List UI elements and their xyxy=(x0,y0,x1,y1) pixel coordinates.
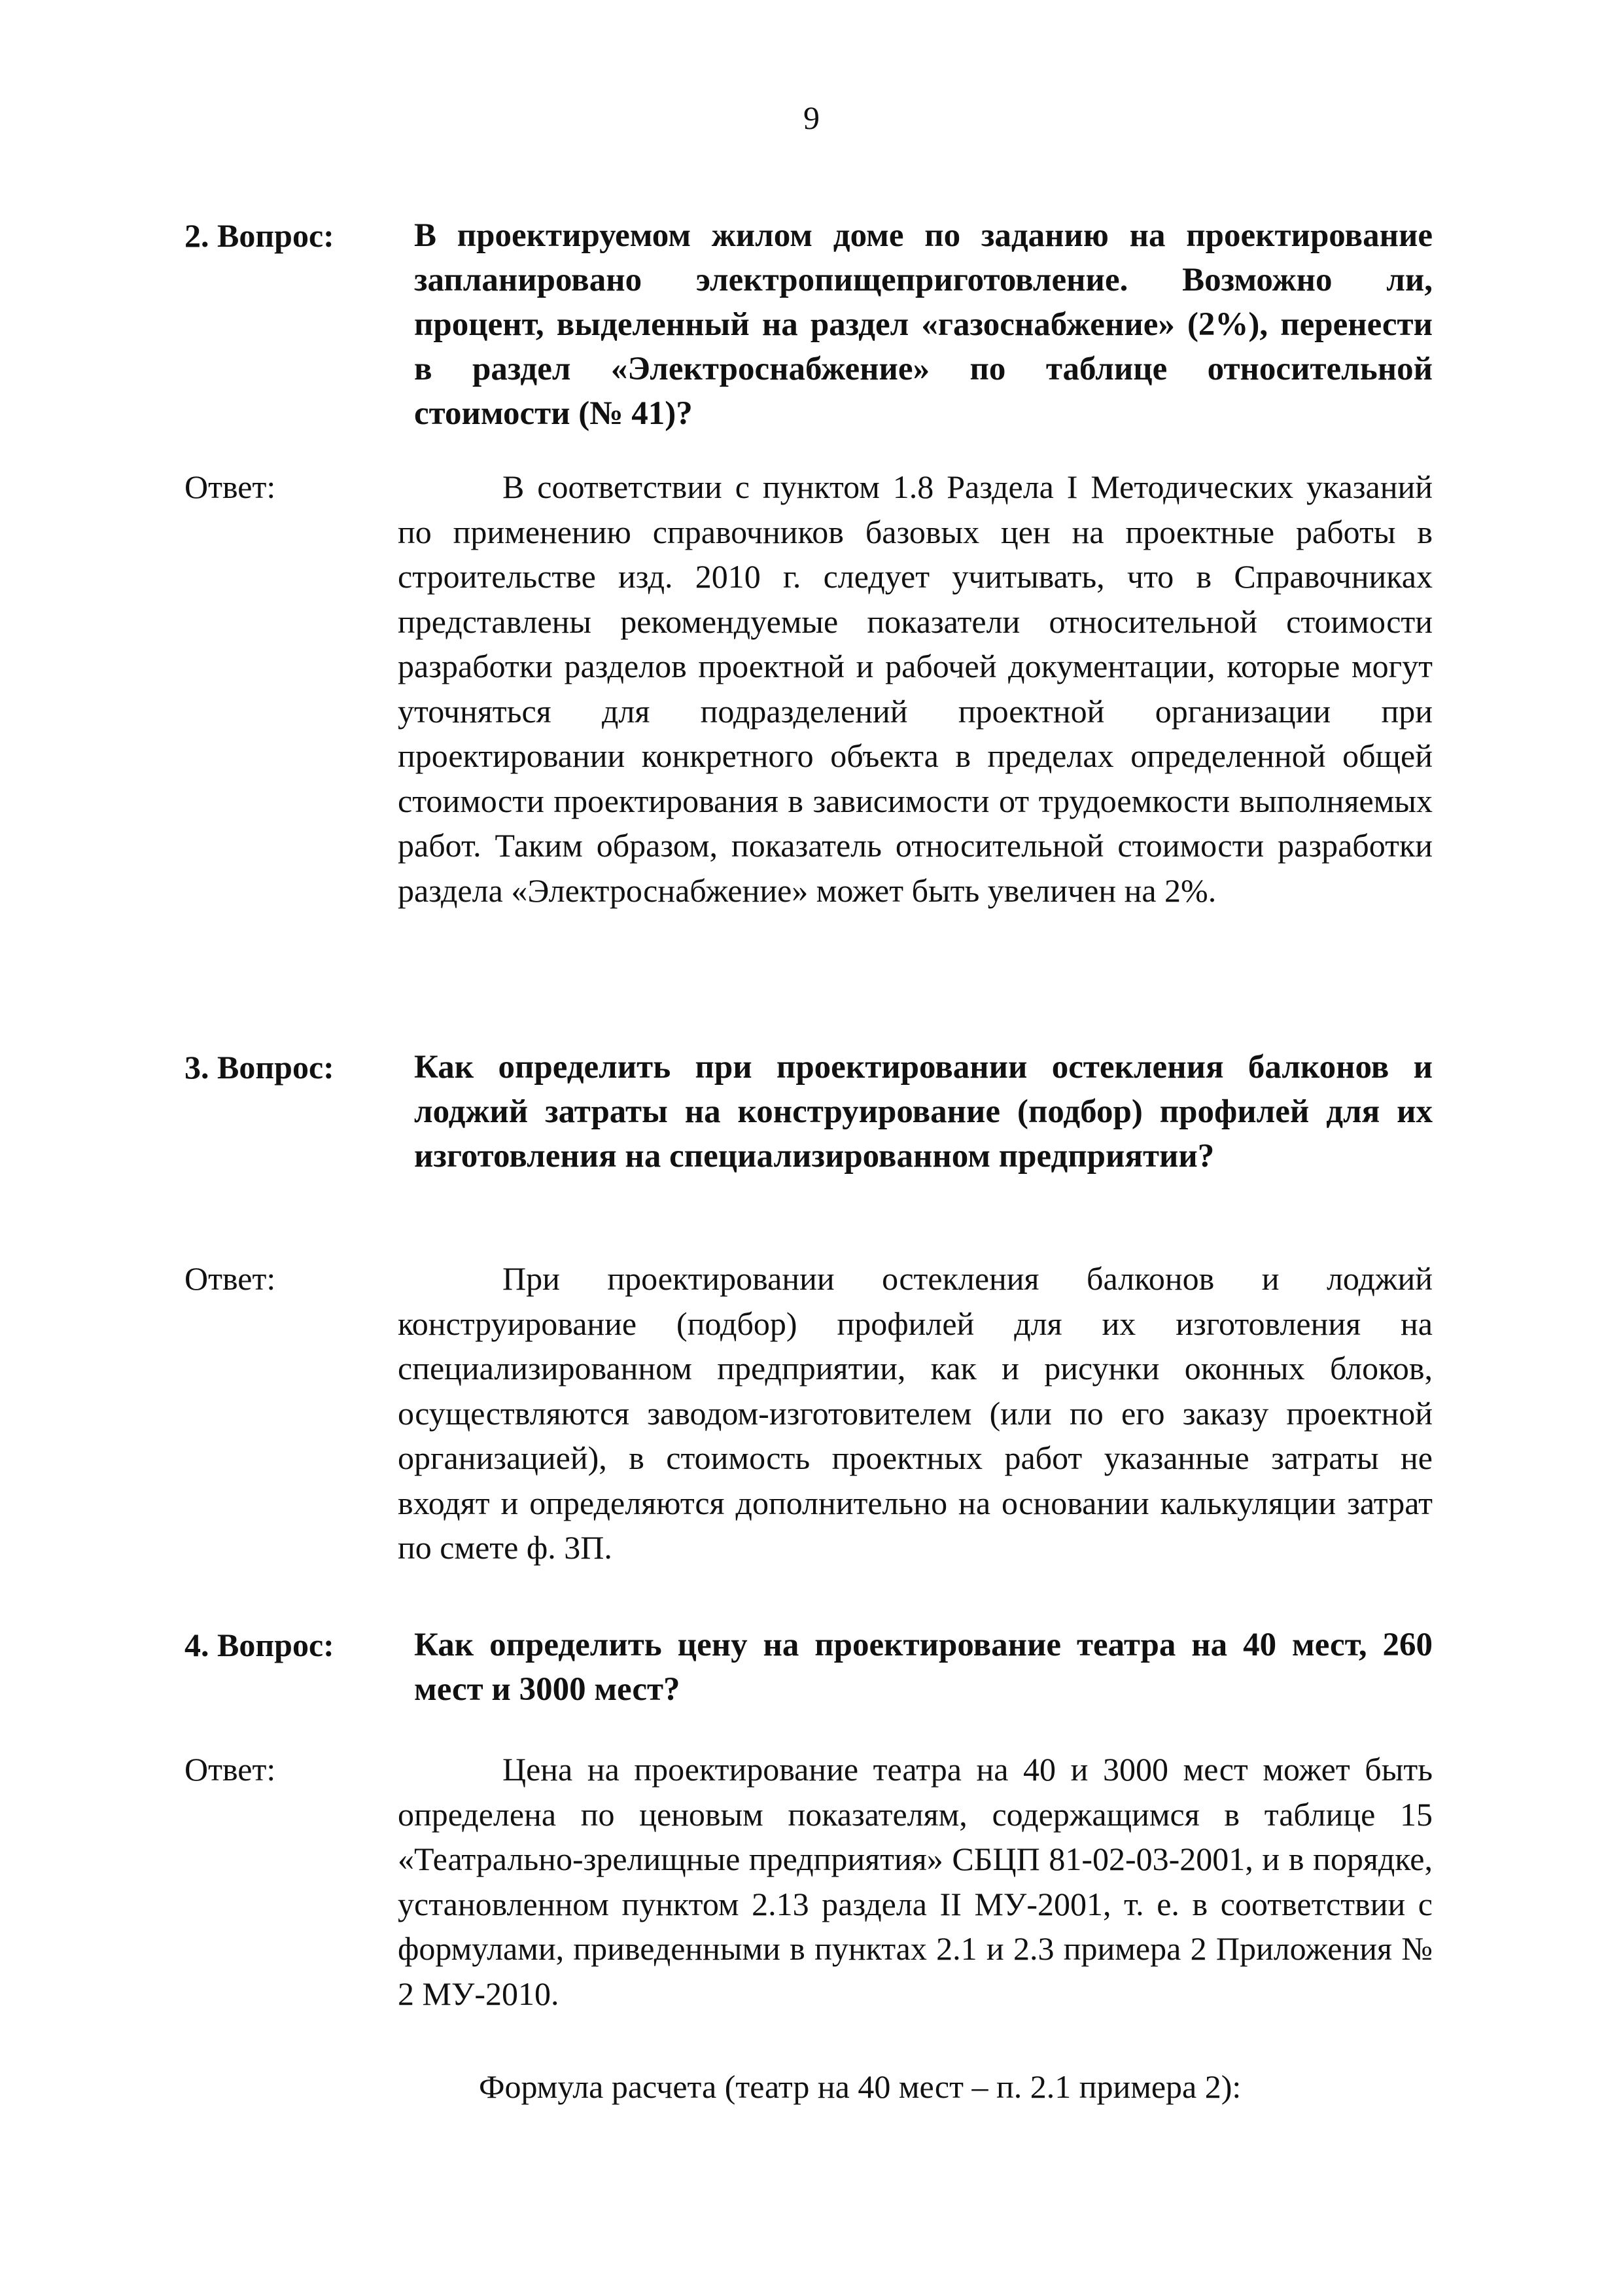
formula-caption: Формула расчета (театр на 40 мест – п. 2.1 примера 2): xyxy=(479,2068,1242,2105)
question-text: В проектируемом жилом доме по заданию на проектирование запланировано электропищеприготовление. Возможно ли, процент, выделенный на раздел «газоснабжение» (2%), перенести в раздел «Электроснабжение» по таблице относительной стоимости (№ 41)? xyxy=(414,217,1433,432)
question-text: Как определить при проектировании остекления балконов и лоджий затраты на конструирование (подбор) профилей для их изготовления на специализированном предприятии? xyxy=(414,1049,1433,1174)
question-label: 4. Вопрос: xyxy=(184,1627,334,1663)
answer-text: В соответствии с пунктом 1.8 Раздела I Методических указаний по применению справочников базовых цен на проектные работы в строительстве изд. 2010 г. следует учитывать, что в Справочниках представлены рекомендуемые показатели относительной стоимости разработки разделов проектной и рабочей документации, которые могут уточняться для подразделений проектной организации при проектировании конкретного объекта в пределах определенной общей стоимости проектирования в зависимости от трудоемкости выполняемых работ. Таким образом, показатель относительной стоимости разработки раздела «Электроснабжение» может быть увеличен на 2%. xyxy=(398,468,1433,909)
answer-label: Ответ: xyxy=(184,468,276,505)
question-label: 3. Вопрос: xyxy=(184,1049,334,1086)
question-text: Как определить цену на проектирование театра на 40 мест, 260 мест и 3000 мест? xyxy=(414,1627,1433,1708)
answer-label: Ответ: xyxy=(184,1260,276,1297)
answer-text: При проектировании остекления балконов и лоджий конструирование (подбор) профилей для их изготовления на специализированном предприятии, как и рисунки оконных блоков, осуществляются заводом-изготовителем (или по его заказу проектной организацией), в стоимость проектных работ указанные затраты не входят и определяются дополнительно на основании калькуляции затрат по смете ф. 3П. xyxy=(398,1260,1433,1566)
answer-label: Ответ: xyxy=(184,1751,276,1788)
question-label: 2. Вопрос: xyxy=(184,217,334,254)
page-number: 9 xyxy=(803,99,820,136)
answer-text: Цена на проектирование театра на 40 и 3000 мест может быть определена по ценовым показателям, содержащимся в таблице 15 «Театрально-зрелищные предприятия» СБЦП 81-02-03-2001, и в порядке, установленном пунктом 2.13 раздела II МУ-2001, т. е. в соответствии с формулами, приведенными в пунктах 2.1 и 2.3 примера 2 Приложения № 2 МУ-2010. xyxy=(398,1751,1433,2012)
